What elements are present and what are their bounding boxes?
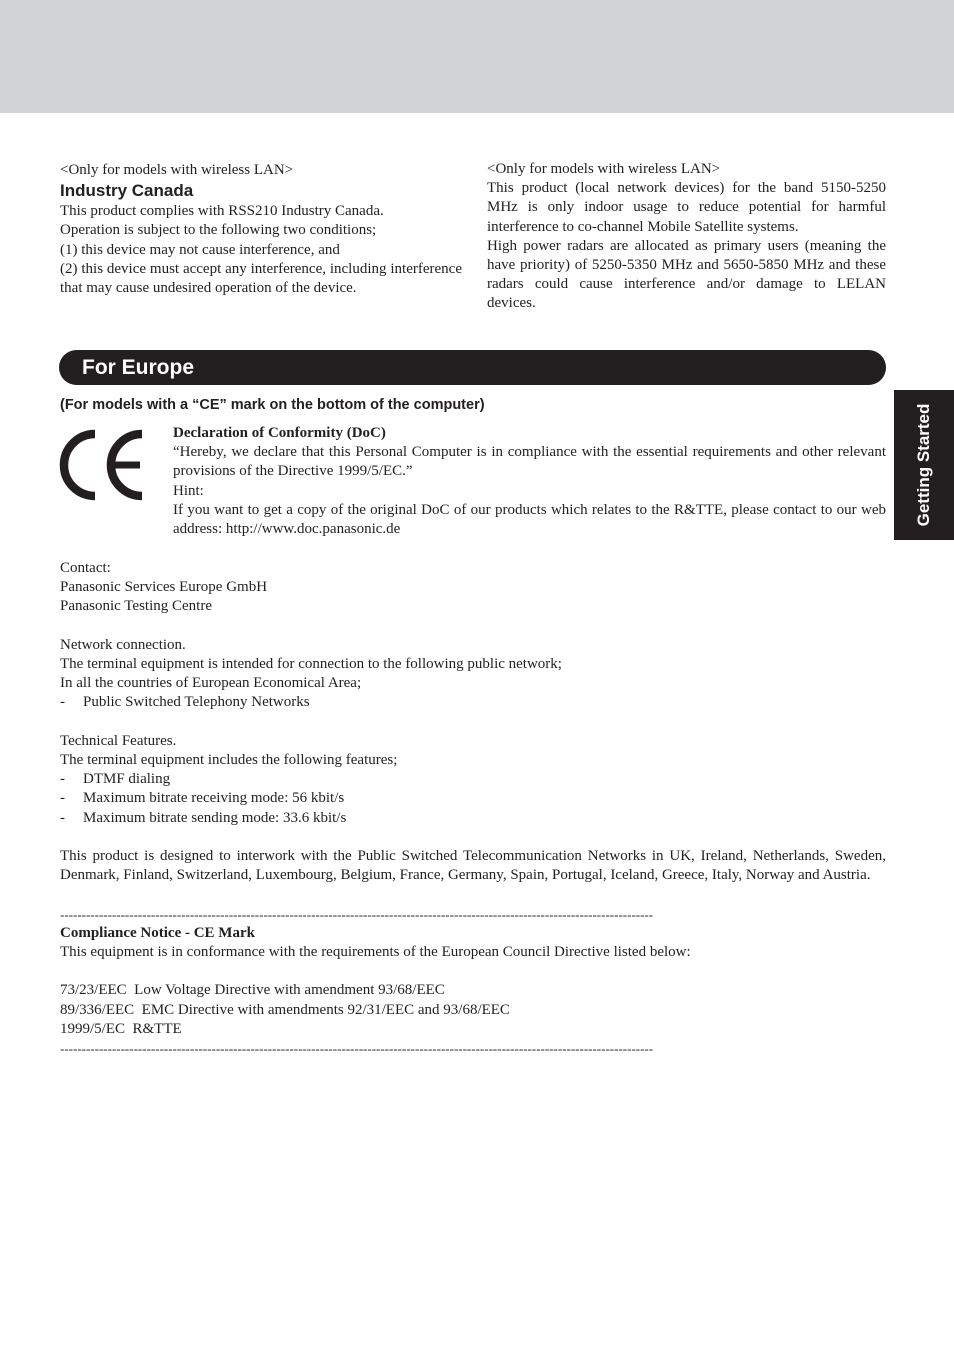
directive-line: 89/336/EEC EMC Directive with amendments 92/31/EEC and 93/68/EEC [60,1001,510,1018]
side-tab-label: Getting Started [914,403,933,527]
canada-line: (2) this device must accept any interference, including interference that may cause undesired operation of the device. [60,260,462,297]
header-band [0,0,954,113]
separator-line: ----------------------------------------------------------------------------------------------------------------------------------------- [60,906,654,922]
hint-label: Hint: [173,482,204,499]
technical-bullet: DTMF dialing [83,771,171,788]
section-subtitle: (For models with a “CE” mark on the bottom of the computer) [60,397,485,413]
contact-label: Contact: [60,560,111,576]
industry-canada-section [60,161,462,298]
contact-line: Panasonic Services Europe GmbH [60,579,268,596]
technical-label: Technical Features. [60,732,177,749]
canada-line: Operation is subject to the following two conditions; [60,222,377,239]
canada-line: This product complies with RSS210 Industry Canada. [60,203,384,220]
radar-paragraph: High power radars are allocated as primary users (meaning the have priority) of 5250-5350 MHz and 5650-5850 MHz and these radars could cause interference and/or damage to LELAN devices. [487,237,886,312]
technical-intro: The terminal equipment includes the following features; [60,752,398,768]
list-item: - Public Switched Telephony Networks [60,693,886,712]
separator-line: ----------------------------------------------------------------------------------------------------------------------------------------- [60,1041,654,1056]
declaration-block [173,424,886,539]
network-line: In all the countries of European Economical Area; [60,675,362,692]
list-item: - Maximum bitrate receiving mode: 56 kbit/s [60,789,886,808]
wireless-band-section [487,160,886,314]
declaration-heading: Declaration of Conformity (DoC) [173,425,386,441]
list-item: - DTMF dialing [60,770,886,789]
declaration-quote: “Hereby, we declare that this Personal Computer is in compliance with the essential requirements and other relevant provisions of the Directive 1999/5/EC.” [173,444,886,480]
network-label: Network connection. [60,636,186,653]
section-title-bar [59,350,886,385]
network-bullet: Public Switched Telephony Networks [83,694,310,711]
technical-bullet: Maximum bitrate sending mode: 33.6 kbit/s [83,809,347,826]
wireless-lan-tag: <Only for models with wireless LAN> [60,162,294,178]
directive-line: 1999/5/EC R&TTE [60,1020,182,1037]
ce-mark-icon [58,428,146,502]
compliance-heading: Compliance Notice - CE Mark [60,924,255,941]
hint-text: If you want to get a copy of the original DoC of our products which relates to the R&TTE, please contact to our web address: http://www.doc.panasonic.de [173,501,886,538]
technical-bullet: Maximum bitrate receiving mode: 56 kbit/s [83,790,345,807]
interwork-paragraph: This product is designed to interwork with the Public Switched Telecommunication Networks in UK, Ireland, Netherlands, Sweden, Denmark, Finland, Switzerland, Luxembourg, Belgium, France, Germany, Spain, Portugal, Iceland, Greece, Italy, Norway and Austria. [60,848,886,884]
section-title: For Europe [82,356,195,379]
network-line: The terminal equipment is intended for connection to the following public network; [60,656,562,672]
wireless-lan-tag: <Only for models with wireless LAN> [487,161,721,177]
main-body [60,559,886,1058]
industry-canada-heading: Industry Canada [60,181,194,201]
side-tab [894,390,954,540]
compliance-intro: This equipment is in conformance with the requirements of the European Council Directive listed below: [60,944,691,960]
list-item: - Maximum bitrate sending mode: 33.6 kbit/s [60,809,886,828]
directive-line: 73/23/EEC Low Voltage Directive with amendment 93/68/EEC [60,982,445,999]
canada-line: (1) this device may not cause interference, and [60,241,340,258]
band-paragraph: This product (local network devices) for the band 5150-5250 MHz is only indoor usage to reduce potential for harmful interference to co-channel Mobile Satellite systems. [487,180,886,235]
contact-line: Panasonic Testing Centre [60,598,212,615]
